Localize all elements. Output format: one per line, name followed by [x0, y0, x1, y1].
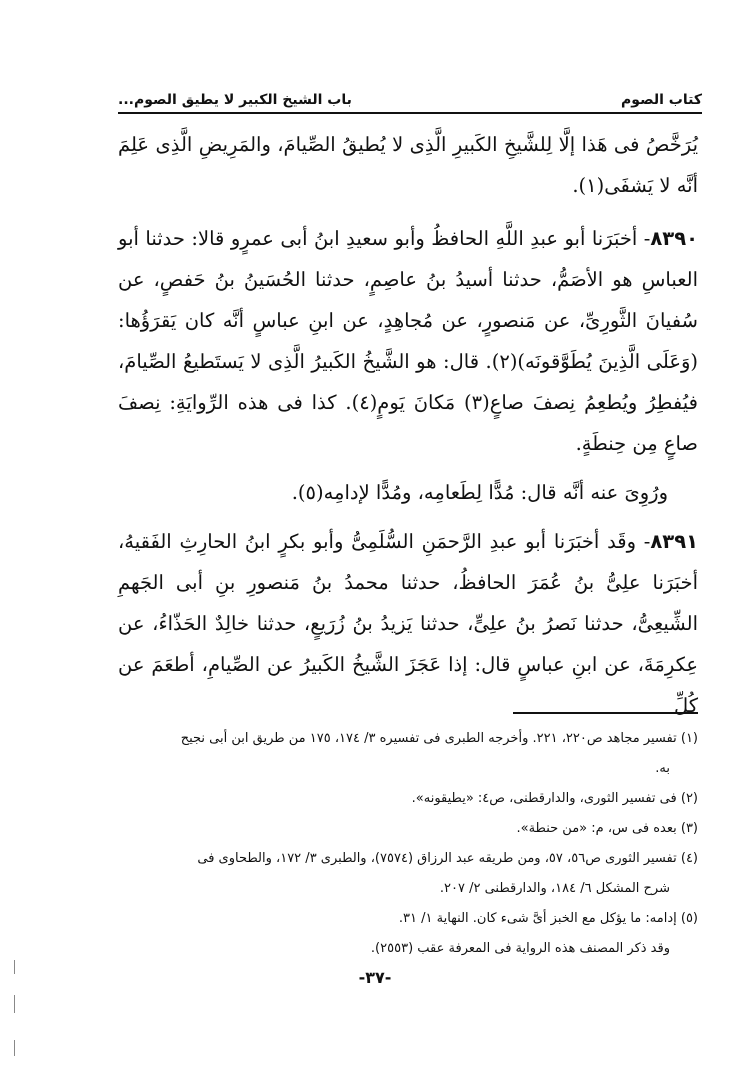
- header-rule: [118, 112, 702, 114]
- footnote-5-continuation: وقد ذكر المصنف هذه الرواية فى المعرفة عقب (٢٥٥٣).: [370, 941, 670, 956]
- narration-note: ورُوِىَ عنه أنَّه قال: مُدًّا لِطَعامِه، ومُدًّا لإدامِه(٥).: [291, 481, 668, 504]
- hadith-number: ٨٣٩٠: [650, 227, 698, 250]
- footnote-3: (٣) بعده فى س، م: «من حنطة».: [516, 821, 698, 836]
- book-title: كتاب الصوم: [621, 92, 702, 108]
- page-number: -٣٧-: [358, 968, 392, 987]
- hadith-8390: [118, 218, 698, 464]
- hadith-8391: [118, 521, 698, 726]
- footnote-rule: [513, 712, 698, 714]
- hadith-text: - أخبَرَنا أبو عبدِ اللَّهِ الحافظُ وأبو سعيدِ ابنُ أبى عمرٍو قالا: حدثنا أبو العباسِ هو الأصَمُّ، حدثنا أسيدُ بنُ عاصِمٍ، حدثنا الحُسَينُ بنُ حَفصٍ، عن سُفيانَ الثَّورِىِّ، عن مَنصورٍ، عن مُجاهِدٍ، عن ابنِ عباسٍ أنَّه كان يَقرَؤُها: (وَعَلَى الَّذِينَ يُطَوَّقونَه)(٢). قال: هو الشَّيخُ الكَبيرُ الَّذِى لا يَستَطيعُ الصِّيامَ، فيُفطِرُ ويُطعِمُ نِصفَ صاعٍ(٣) مَكانَ يَومٍ(٤). كذا فى هذه الرِّوايَةِ: نِصفَ صاعٍ مِن حِنطَةٍ.: [118, 227, 699, 455]
- hadith-number: ٨٣٩١: [650, 530, 698, 553]
- footnote-2: (٢) فى تفسير الثورى، والدارقطنى، ص٤: «يطيقونه».: [411, 791, 698, 806]
- hadith-text: - وقَد أخبَرَنا أبو عبدِ الرَّحمَنِ السُّلَمِىُّ وأبو بكرٍ ابنُ الحارِثِ الفَقيهُ، أخبَرَنا علِىُّ بنُ عُمَرَ الحافظُ، حدثنا محمدُ بنُ مَنصورِ بنِ أبى الجَهمِ الشِّيعِىُّ، حدثنا نَصرُ بنُ علِىٍّ، حدثنا يَزيدُ بنُ زُرَيعٍ، حدثنا خالِدٌ الحَذّاءُ، عن عِكرِمَةَ، عن ابنِ عباسٍ قال: إذا عَجَزَ الشَّيخُ الكَبيرُ عن الصِّيامِ، أطعَمَ عن كُلِّ: [118, 530, 698, 717]
- footnote-4-continuation: شرح المشكل ٦/ ١٨٤، والدارقطنى ٢/ ٢٠٧.: [439, 881, 670, 896]
- footnote-4: (٤) تفسير الثورى ص٥٦، ٥٧، ومن طريقه عبد الرزاق (٧٥٧٤)، والطبرى ٣/ ١٧٢، والطحاوى فى: [197, 851, 698, 866]
- footnote-1: (١) تفسير مجاهد ص٢٢٠، ٢٢١. وأخرجه الطبرى فى تفسيره ٣/ ١٧٤، ١٧٥ من طريق ابن أبى نجيح: [180, 731, 698, 746]
- main-text: [118, 124, 698, 734]
- paragraph-continuation: يُرَخَّصُ فى هَذا إلَّا لِلشَّيخِ الكَبيرِ الَّذِى لا يُطيقُ الصِّيامَ، والمَرِيضِ الَّذِى عَلِمَ أنَّه لا يَشفَى(١).: [118, 133, 698, 197]
- scan-edge-mark: [14, 995, 15, 1013]
- footnote-5: (٥) إدامه: ما يؤكل مع الخبز أىَّ شىء كان. النهاية ١/ ٣١.: [398, 911, 698, 926]
- scan-edge-mark: [14, 960, 15, 974]
- scan-edge-mark: [14, 1040, 15, 1056]
- chapter-title: باب الشيخ الكبير لا يطيق الصوم...: [118, 92, 352, 108]
- footnote-1-continuation: به.: [655, 761, 670, 776]
- running-header: [118, 78, 702, 108]
- footnotes: [118, 724, 698, 964]
